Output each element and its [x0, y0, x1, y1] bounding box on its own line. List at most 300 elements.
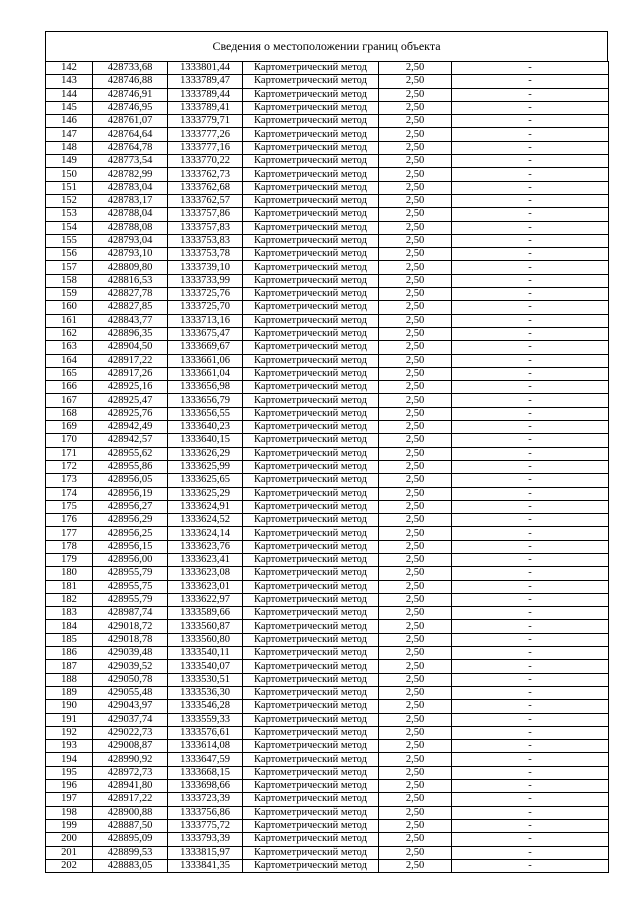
- method-cell: Картометрический метод: [243, 607, 379, 620]
- description-cell: -: [452, 700, 609, 713]
- x-coordinate-cell: 428987,74: [93, 607, 168, 620]
- x-coordinate-cell: 428956,29: [93, 514, 168, 527]
- accuracy-cell: 2,50: [379, 633, 452, 646]
- table-row: [46, 593, 609, 606]
- point-number-cell: 168: [46, 407, 93, 420]
- table-row: [46, 381, 609, 394]
- description-cell: -: [452, 367, 609, 380]
- point-number-cell: 200: [46, 833, 93, 846]
- accuracy-cell: 2,50: [379, 168, 452, 181]
- x-coordinate-cell: 428733,68: [93, 62, 168, 75]
- accuracy-cell: 2,50: [379, 567, 452, 580]
- method-cell: Картометрический метод: [243, 859, 379, 872]
- method-cell: Картометрический метод: [243, 633, 379, 646]
- y-coordinate-cell: 1333801,44: [168, 62, 243, 75]
- point-number-cell: 147: [46, 128, 93, 141]
- method-cell: Картометрический метод: [243, 101, 379, 114]
- point-number-cell: 157: [46, 261, 93, 274]
- accuracy-cell: 2,50: [379, 75, 452, 88]
- point-number-cell: 187: [46, 660, 93, 673]
- y-coordinate-cell: 1333779,71: [168, 115, 243, 128]
- description-cell: -: [452, 155, 609, 168]
- method-cell: Картометрический метод: [243, 540, 379, 553]
- accuracy-cell: 2,50: [379, 434, 452, 447]
- accuracy-cell: 2,50: [379, 514, 452, 527]
- method-cell: Картометрический метод: [243, 341, 379, 354]
- method-cell: Картометрический метод: [243, 846, 379, 859]
- table-row: [46, 421, 609, 434]
- table-row: [46, 713, 609, 726]
- point-number-cell: 148: [46, 141, 93, 154]
- x-coordinate-cell: 428793,04: [93, 234, 168, 247]
- accuracy-cell: 2,50: [379, 819, 452, 832]
- table-row: [46, 208, 609, 221]
- accuracy-cell: 2,50: [379, 740, 452, 753]
- y-coordinate-cell: 1333698,66: [168, 780, 243, 793]
- point-number-cell: 167: [46, 394, 93, 407]
- point-number-cell: 156: [46, 248, 93, 261]
- y-coordinate-cell: 1333560,80: [168, 633, 243, 646]
- method-cell: Картометрический метод: [243, 62, 379, 75]
- accuracy-cell: 2,50: [379, 181, 452, 194]
- method-cell: Картометрический метод: [243, 194, 379, 207]
- point-number-cell: 199: [46, 819, 93, 832]
- y-coordinate-cell: 1333656,55: [168, 407, 243, 420]
- table-row: [46, 354, 609, 367]
- point-number-cell: 155: [46, 234, 93, 247]
- x-coordinate-cell: 428793,10: [93, 248, 168, 261]
- x-coordinate-cell: 428827,85: [93, 301, 168, 314]
- table-row: [46, 168, 609, 181]
- description-cell: -: [452, 314, 609, 327]
- x-coordinate-cell: 428816,53: [93, 274, 168, 287]
- y-coordinate-cell: 1333789,41: [168, 101, 243, 114]
- description-cell: -: [452, 447, 609, 460]
- accuracy-cell: 2,50: [379, 274, 452, 287]
- description-cell: -: [452, 527, 609, 540]
- accuracy-cell: 2,50: [379, 753, 452, 766]
- table-row: [46, 580, 609, 593]
- y-coordinate-cell: 1333614,08: [168, 740, 243, 753]
- method-cell: Картометрический метод: [243, 314, 379, 327]
- point-number-cell: 177: [46, 527, 93, 540]
- x-coordinate-cell: 428990,92: [93, 753, 168, 766]
- method-cell: Картометрический метод: [243, 527, 379, 540]
- x-coordinate-cell: 429043,97: [93, 700, 168, 713]
- description-cell: -: [452, 407, 609, 420]
- x-coordinate-cell: 428809,80: [93, 261, 168, 274]
- y-coordinate-cell: 1333725,76: [168, 288, 243, 301]
- table-row: [46, 819, 609, 832]
- point-number-cell: 178: [46, 540, 93, 553]
- table-row: [46, 128, 609, 141]
- x-coordinate-cell: 428773,54: [93, 155, 168, 168]
- point-number-cell: 196: [46, 780, 93, 793]
- y-coordinate-cell: 1333647,59: [168, 753, 243, 766]
- table-row: [46, 221, 609, 234]
- description-cell: -: [452, 647, 609, 660]
- description-cell: -: [452, 567, 609, 580]
- accuracy-cell: 2,50: [379, 647, 452, 660]
- accuracy-cell: 2,50: [379, 421, 452, 434]
- method-cell: Картометрический метод: [243, 168, 379, 181]
- point-number-cell: 176: [46, 514, 93, 527]
- point-number-cell: 182: [46, 593, 93, 606]
- table-row: [46, 141, 609, 154]
- point-number-cell: 193: [46, 740, 93, 753]
- table-row: [46, 394, 609, 407]
- accuracy-cell: 2,50: [379, 234, 452, 247]
- table-row: [46, 434, 609, 447]
- point-number-cell: 201: [46, 846, 93, 859]
- y-coordinate-cell: 1333757,83: [168, 221, 243, 234]
- x-coordinate-cell: 428917,22: [93, 354, 168, 367]
- accuracy-cell: 2,50: [379, 700, 452, 713]
- accuracy-cell: 2,50: [379, 593, 452, 606]
- document-title: Сведения о местоположении границ объекта: [45, 31, 608, 61]
- point-number-cell: 152: [46, 194, 93, 207]
- x-coordinate-cell: 428904,50: [93, 341, 168, 354]
- table-row: [46, 673, 609, 686]
- description-cell: -: [452, 460, 609, 473]
- table-row: [46, 740, 609, 753]
- table-row: [46, 341, 609, 354]
- method-cell: Картометрический метод: [243, 301, 379, 314]
- y-coordinate-cell: 1333762,57: [168, 194, 243, 207]
- x-coordinate-cell: 428788,08: [93, 221, 168, 234]
- accuracy-cell: 2,50: [379, 155, 452, 168]
- coordinates-table: [45, 61, 609, 873]
- point-number-cell: 174: [46, 487, 93, 500]
- x-coordinate-cell: 428895,09: [93, 833, 168, 846]
- point-number-cell: 150: [46, 168, 93, 181]
- method-cell: Картометрический метод: [243, 288, 379, 301]
- description-cell: -: [452, 713, 609, 726]
- y-coordinate-cell: 1333757,86: [168, 208, 243, 221]
- method-cell: Картометрический метод: [243, 75, 379, 88]
- table-row: [46, 155, 609, 168]
- table-row: [46, 75, 609, 88]
- method-cell: Картометрический метод: [243, 447, 379, 460]
- description-cell: -: [452, 288, 609, 301]
- table-row: [46, 700, 609, 713]
- accuracy-cell: 2,50: [379, 194, 452, 207]
- method-cell: Картометрический метод: [243, 407, 379, 420]
- table-row: [46, 194, 609, 207]
- x-coordinate-cell: 428972,73: [93, 766, 168, 779]
- x-coordinate-cell: 428925,16: [93, 381, 168, 394]
- y-coordinate-cell: 1333623,08: [168, 567, 243, 580]
- x-coordinate-cell: 429018,72: [93, 620, 168, 633]
- description-cell: -: [452, 780, 609, 793]
- y-coordinate-cell: 1333536,30: [168, 686, 243, 699]
- y-coordinate-cell: 1333841,35: [168, 859, 243, 872]
- y-coordinate-cell: 1333793,39: [168, 833, 243, 846]
- accuracy-cell: 2,50: [379, 726, 452, 739]
- method-cell: Картометрический метод: [243, 567, 379, 580]
- accuracy-cell: 2,50: [379, 394, 452, 407]
- y-coordinate-cell: 1333540,07: [168, 660, 243, 673]
- y-coordinate-cell: 1333656,79: [168, 394, 243, 407]
- y-coordinate-cell: 1333576,61: [168, 726, 243, 739]
- method-cell: Картометрический метод: [243, 474, 379, 487]
- x-coordinate-cell: 428956,00: [93, 553, 168, 566]
- y-coordinate-cell: 1333546,28: [168, 700, 243, 713]
- x-coordinate-cell: 429050,78: [93, 673, 168, 686]
- accuracy-cell: 2,50: [379, 553, 452, 566]
- description-cell: -: [452, 620, 609, 633]
- accuracy-cell: 2,50: [379, 261, 452, 274]
- table-row: [46, 859, 609, 872]
- y-coordinate-cell: 1333815,97: [168, 846, 243, 859]
- table-row: [46, 248, 609, 261]
- point-number-cell: 173: [46, 474, 93, 487]
- x-coordinate-cell: 429039,52: [93, 660, 168, 673]
- x-coordinate-cell: 428746,88: [93, 75, 168, 88]
- accuracy-cell: 2,50: [379, 806, 452, 819]
- accuracy-cell: 2,50: [379, 833, 452, 846]
- accuracy-cell: 2,50: [379, 766, 452, 779]
- x-coordinate-cell: 428942,57: [93, 434, 168, 447]
- description-cell: -: [452, 141, 609, 154]
- table-row: [46, 447, 609, 460]
- description-cell: -: [452, 88, 609, 101]
- method-cell: Картометрический метод: [243, 660, 379, 673]
- point-number-cell: 154: [46, 221, 93, 234]
- table-row: [46, 288, 609, 301]
- table-row: [46, 327, 609, 340]
- method-cell: Картометрический метод: [243, 700, 379, 713]
- y-coordinate-cell: 1333675,47: [168, 327, 243, 340]
- x-coordinate-cell: 429022,73: [93, 726, 168, 739]
- description-cell: -: [452, 793, 609, 806]
- description-cell: -: [452, 381, 609, 394]
- y-coordinate-cell: 1333713,16: [168, 314, 243, 327]
- x-coordinate-cell: 428925,47: [93, 394, 168, 407]
- accuracy-cell: 2,50: [379, 527, 452, 540]
- method-cell: Картометрический метод: [243, 274, 379, 287]
- point-number-cell: 166: [46, 381, 93, 394]
- y-coordinate-cell: 1333560,87: [168, 620, 243, 633]
- method-cell: Картометрический метод: [243, 155, 379, 168]
- y-coordinate-cell: 1333733,99: [168, 274, 243, 287]
- method-cell: Картометрический метод: [243, 221, 379, 234]
- method-cell: Картометрический метод: [243, 460, 379, 473]
- y-coordinate-cell: 1333559,33: [168, 713, 243, 726]
- accuracy-cell: 2,50: [379, 407, 452, 420]
- description-cell: -: [452, 540, 609, 553]
- method-cell: Картометрический метод: [243, 766, 379, 779]
- method-cell: Картометрический метод: [243, 354, 379, 367]
- method-cell: Картометрический метод: [243, 181, 379, 194]
- point-number-cell: 153: [46, 208, 93, 221]
- method-cell: Картометрический метод: [243, 500, 379, 513]
- accuracy-cell: 2,50: [379, 460, 452, 473]
- accuracy-cell: 2,50: [379, 660, 452, 673]
- table-row: [46, 274, 609, 287]
- method-cell: Картометрический метод: [243, 780, 379, 793]
- table-row: [46, 806, 609, 819]
- method-cell: Картометрический метод: [243, 234, 379, 247]
- accuracy-cell: 2,50: [379, 780, 452, 793]
- x-coordinate-cell: 428941,80: [93, 780, 168, 793]
- description-cell: -: [452, 168, 609, 181]
- y-coordinate-cell: 1333762,73: [168, 168, 243, 181]
- y-coordinate-cell: 1333530,51: [168, 673, 243, 686]
- point-number-cell: 180: [46, 567, 93, 580]
- accuracy-cell: 2,50: [379, 793, 452, 806]
- accuracy-cell: 2,50: [379, 487, 452, 500]
- x-coordinate-cell: 428942,49: [93, 421, 168, 434]
- description-cell: -: [452, 740, 609, 753]
- y-coordinate-cell: 1333540,11: [168, 647, 243, 660]
- y-coordinate-cell: 1333624,52: [168, 514, 243, 527]
- x-coordinate-cell: 428887,50: [93, 819, 168, 832]
- accuracy-cell: 2,50: [379, 248, 452, 261]
- description-cell: -: [452, 327, 609, 340]
- accuracy-cell: 2,50: [379, 88, 452, 101]
- description-cell: -: [452, 354, 609, 367]
- method-cell: Картометрический метод: [243, 421, 379, 434]
- method-cell: Картометрический метод: [243, 394, 379, 407]
- y-coordinate-cell: 1333661,06: [168, 354, 243, 367]
- table-row: [46, 780, 609, 793]
- method-cell: Картометрический метод: [243, 580, 379, 593]
- method-cell: Картометрический метод: [243, 88, 379, 101]
- table-row: [46, 753, 609, 766]
- description-cell: -: [452, 633, 609, 646]
- method-cell: Картометрический метод: [243, 487, 379, 500]
- method-cell: Картометрический метод: [243, 261, 379, 274]
- accuracy-cell: 2,50: [379, 314, 452, 327]
- description-cell: -: [452, 115, 609, 128]
- x-coordinate-cell: 428783,17: [93, 194, 168, 207]
- x-coordinate-cell: 428843,77: [93, 314, 168, 327]
- y-coordinate-cell: 1333725,70: [168, 301, 243, 314]
- accuracy-cell: 2,50: [379, 367, 452, 380]
- point-number-cell: 185: [46, 633, 93, 646]
- table-row: [46, 181, 609, 194]
- point-number-cell: 184: [46, 620, 93, 633]
- y-coordinate-cell: 1333626,29: [168, 447, 243, 460]
- x-coordinate-cell: 428782,99: [93, 168, 168, 181]
- description-cell: -: [452, 248, 609, 261]
- point-number-cell: 194: [46, 753, 93, 766]
- table-body: [46, 62, 609, 873]
- accuracy-cell: 2,50: [379, 620, 452, 633]
- y-coordinate-cell: 1333668,15: [168, 766, 243, 779]
- accuracy-cell: 2,50: [379, 62, 452, 75]
- point-number-cell: 179: [46, 553, 93, 566]
- y-coordinate-cell: 1333625,99: [168, 460, 243, 473]
- description-cell: -: [452, 593, 609, 606]
- method-cell: Картометрический метод: [243, 248, 379, 261]
- table-row: [46, 88, 609, 101]
- x-coordinate-cell: 428883,05: [93, 859, 168, 872]
- description-cell: -: [452, 673, 609, 686]
- y-coordinate-cell: 1333589,66: [168, 607, 243, 620]
- method-cell: Картометрический метод: [243, 141, 379, 154]
- point-number-cell: 145: [46, 101, 93, 114]
- x-coordinate-cell: 428956,05: [93, 474, 168, 487]
- y-coordinate-cell: 1333661,04: [168, 367, 243, 380]
- x-coordinate-cell: 428827,78: [93, 288, 168, 301]
- description-cell: -: [452, 474, 609, 487]
- accuracy-cell: 2,50: [379, 301, 452, 314]
- method-cell: Картометрический метод: [243, 553, 379, 566]
- y-coordinate-cell: 1333625,29: [168, 487, 243, 500]
- description-cell: -: [452, 75, 609, 88]
- x-coordinate-cell: 428764,78: [93, 141, 168, 154]
- y-coordinate-cell: 1333756,86: [168, 806, 243, 819]
- description-cell: -: [452, 434, 609, 447]
- point-number-cell: 172: [46, 460, 93, 473]
- table-row: [46, 460, 609, 473]
- accuracy-cell: 2,50: [379, 101, 452, 114]
- table-row: [46, 647, 609, 660]
- y-coordinate-cell: 1333762,68: [168, 181, 243, 194]
- table-row: [46, 500, 609, 513]
- method-cell: Картометрический метод: [243, 367, 379, 380]
- x-coordinate-cell: 428899,53: [93, 846, 168, 859]
- x-coordinate-cell: 429018,78: [93, 633, 168, 646]
- method-cell: Картометрический метод: [243, 647, 379, 660]
- table-row: [46, 540, 609, 553]
- method-cell: Картометрический метод: [243, 819, 379, 832]
- point-number-cell: 186: [46, 647, 93, 660]
- accuracy-cell: 2,50: [379, 115, 452, 128]
- table-row: [46, 514, 609, 527]
- description-cell: -: [452, 833, 609, 846]
- x-coordinate-cell: 428917,26: [93, 367, 168, 380]
- y-coordinate-cell: 1333789,47: [168, 75, 243, 88]
- table-row: [46, 567, 609, 580]
- method-cell: Картометрический метод: [243, 620, 379, 633]
- point-number-cell: 189: [46, 686, 93, 699]
- description-cell: -: [452, 607, 609, 620]
- accuracy-cell: 2,50: [379, 141, 452, 154]
- x-coordinate-cell: 428955,75: [93, 580, 168, 593]
- x-coordinate-cell: 428761,07: [93, 115, 168, 128]
- point-number-cell: 161: [46, 314, 93, 327]
- y-coordinate-cell: 1333753,78: [168, 248, 243, 261]
- y-coordinate-cell: 1333624,14: [168, 527, 243, 540]
- table-row: [46, 686, 609, 699]
- method-cell: Картометрический метод: [243, 806, 379, 819]
- point-number-cell: 144: [46, 88, 93, 101]
- description-cell: -: [452, 846, 609, 859]
- y-coordinate-cell: 1333789,44: [168, 88, 243, 101]
- description-cell: -: [452, 686, 609, 699]
- y-coordinate-cell: 1333723,39: [168, 793, 243, 806]
- description-cell: -: [452, 421, 609, 434]
- y-coordinate-cell: 1333640,23: [168, 421, 243, 434]
- table-row: [46, 527, 609, 540]
- description-cell: -: [452, 580, 609, 593]
- description-cell: -: [452, 62, 609, 75]
- description-cell: -: [452, 208, 609, 221]
- point-number-cell: 190: [46, 700, 93, 713]
- point-number-cell: 197: [46, 793, 93, 806]
- description-cell: -: [452, 341, 609, 354]
- x-coordinate-cell: 428900,88: [93, 806, 168, 819]
- table-row: [46, 407, 609, 420]
- point-number-cell: 183: [46, 607, 93, 620]
- point-number-cell: 164: [46, 354, 93, 367]
- accuracy-cell: 2,50: [379, 846, 452, 859]
- point-number-cell: 192: [46, 726, 93, 739]
- accuracy-cell: 2,50: [379, 128, 452, 141]
